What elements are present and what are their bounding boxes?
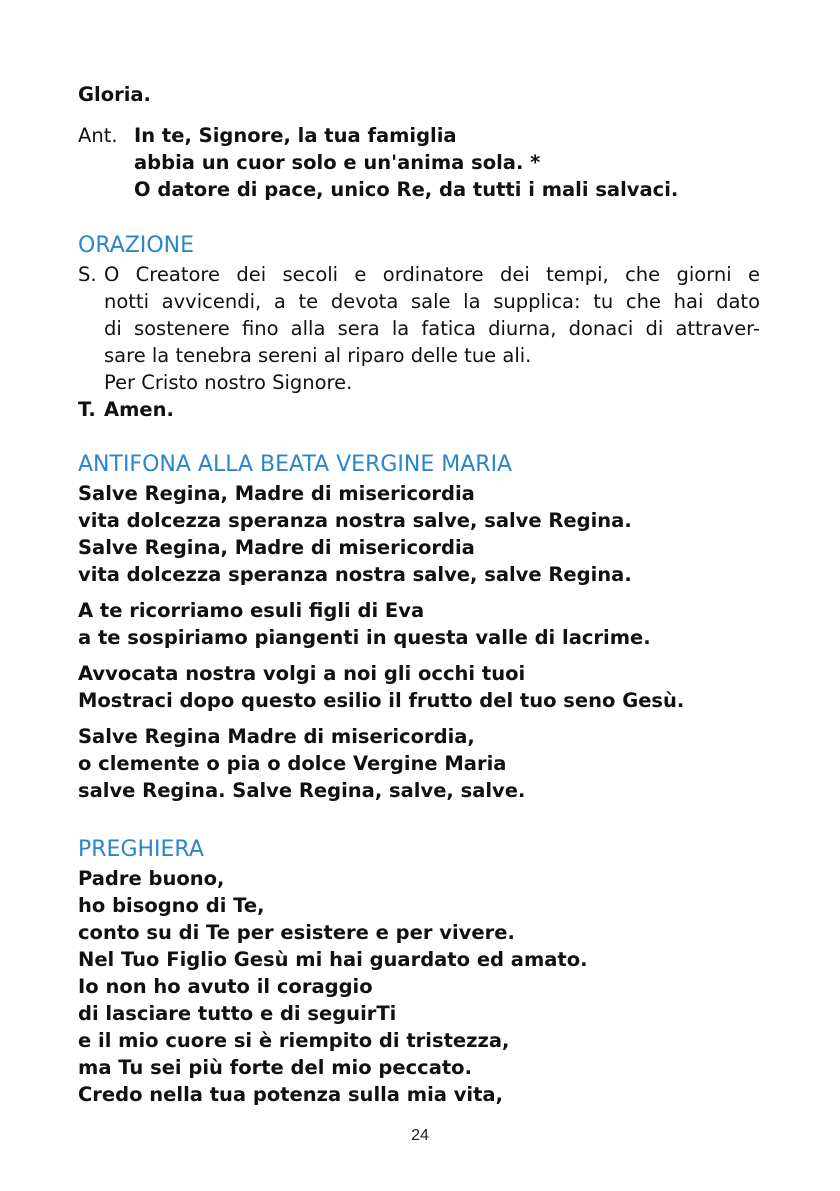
stanza xyxy=(78,597,684,651)
page-number: 24 xyxy=(411,1127,429,1144)
antifona-heading: ANTIFONA ALLA BEATA VERGINE MARIA xyxy=(78,452,513,477)
orazione-line: notti avvicendi, a te devota sale la supplica: tu che hai dato xyxy=(104,290,760,313)
verse-line: Salve Regina, Madre di misericordia xyxy=(78,536,475,559)
orazione-line: O Creatore dei secoli e ordinatore dei tempi, che giorni e xyxy=(104,263,760,286)
antiphon-line: O datore di pace, unico Re, da tutti i mali salvaci. xyxy=(134,178,679,201)
verse-line: vita dolcezza speranza nostra salve, salve Regina. xyxy=(78,509,632,532)
verse-line: A te ricorriamo esuli figli di Eva xyxy=(78,599,425,622)
verse-line: Mostraci dopo questo esilio il frutto del tuo seno Gesù. xyxy=(78,689,685,712)
prayer-line: ho bisogno di Te, xyxy=(78,894,265,917)
prayer-line: e il mio cuore si è riempito di tristezza, xyxy=(78,1029,510,1052)
orazione-line: sare la tenebra sereni al riparo delle tue ali. xyxy=(104,344,532,367)
stanza xyxy=(78,660,684,714)
preghiera-text xyxy=(78,865,588,1108)
verse-line: Salve Regina Madre di misericordia, xyxy=(78,725,475,748)
antiphon-block xyxy=(78,122,678,203)
prayer-line: Credo nella tua potenza sulla mia vita, xyxy=(78,1083,503,1106)
verse-line: salve Regina. Salve Regina, salve, salve. xyxy=(78,779,526,802)
prayer-line: Padre buono, xyxy=(78,867,225,890)
prayer-line: Nel Tuo Figlio Gesù mi hai guardato ed amato. xyxy=(78,948,588,971)
verse-line: a te sospiriamo piangenti in questa valle di lacrime. xyxy=(78,626,651,649)
stanza xyxy=(78,723,684,804)
gloria-line: Gloria. xyxy=(78,83,151,106)
antiphon-line: In te, Signore, la tua famiglia xyxy=(134,124,457,147)
prayer-line: ma Tu sei più forte del mio peccato. xyxy=(78,1056,472,1079)
response-text: Amen. xyxy=(104,398,174,421)
stanza xyxy=(78,480,684,588)
prayer-line: di lasciare tutto e di seguirTi xyxy=(78,1002,397,1025)
antiphon-line: abbia un cuor solo e un'anima sola. * xyxy=(134,151,541,174)
verse-line: Avvocata nostra volgi a noi gli occhi tuoi xyxy=(78,662,526,685)
response-label: T. xyxy=(78,398,96,421)
antiphon-label: Ant. xyxy=(78,124,118,147)
orazione-heading: ORAZIONE xyxy=(78,233,194,258)
amen-response xyxy=(78,396,174,423)
prayer-line: conto su di Te per esistere e per vivere. xyxy=(78,921,515,944)
antifona-text xyxy=(78,480,684,813)
verse-line: Salve Regina, Madre di misericordia xyxy=(78,482,475,505)
preghiera-heading: PREGHIERA xyxy=(78,837,204,862)
orazione-line: Per Cristo nostro Signore. xyxy=(104,371,353,394)
orazione-text xyxy=(78,261,760,396)
orazione-line: di sostenere fino alla sera la fatica diurna, donaci di attraver- xyxy=(104,317,760,340)
verse-line: vita dolcezza speranza nostra salve, salve Regina. xyxy=(78,563,632,586)
orazione-label: S. xyxy=(78,263,97,286)
verse-line: o clemente o pia o dolce Vergine Maria xyxy=(78,752,507,775)
prayer-line: Io non ho avuto il coraggio xyxy=(78,975,373,998)
